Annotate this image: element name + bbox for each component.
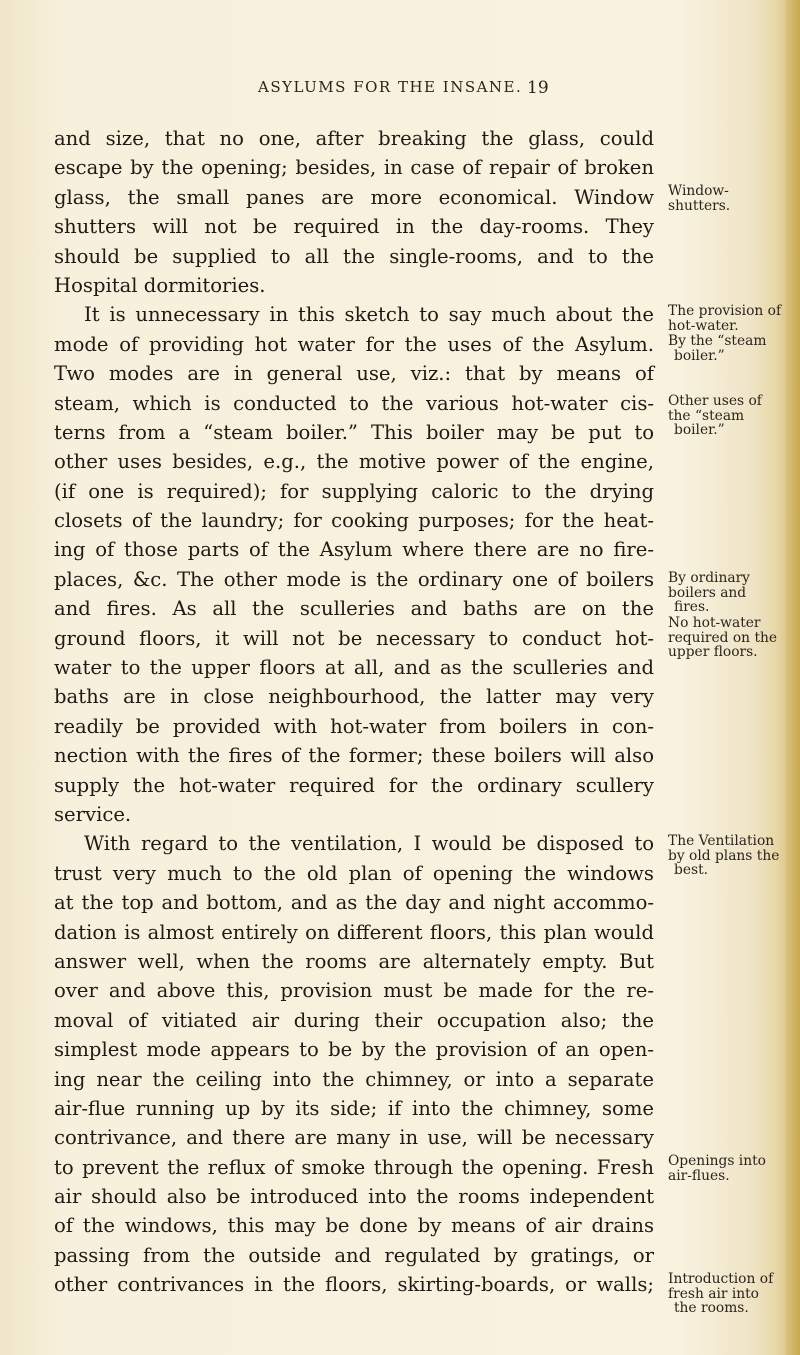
margin-note-line: upper floors. <box>668 644 758 661</box>
text-line: air-flue running up by its side; if into the chimney, some <box>54 1096 654 1120</box>
text-line: Hospital dormitories. <box>54 273 266 297</box>
margin-note-line: By the “steam <box>668 333 767 349</box>
text-line: over and above this, provision must be made for the re- <box>54 979 654 1003</box>
margin-note-hot-water <box>668 304 781 333</box>
text-line: terns from a “steam boiler.” This boiler may be put to <box>54 420 654 444</box>
margin-note-line: by old plans the <box>668 847 780 864</box>
text-line: trust very much to the old plan of opening the windows <box>54 861 654 885</box>
margin-note-line: The Ventilation <box>668 833 775 849</box>
text-line: steam, which is conducted to the various hot-water cis- <box>54 391 654 415</box>
text-line: shutters will not be required in the day-rooms. They <box>54 215 654 239</box>
text-line: and size, that no one, after breaking the glass, could <box>54 127 654 150</box>
page-edge <box>786 0 800 1355</box>
text-line: nection with the fires of the former; these boilers will also <box>54 744 654 768</box>
text-line: ing near the ceiling into the chimney, or into a separate <box>54 1067 654 1091</box>
text-line: should be supplied to all the single-rooms, and to the <box>54 244 654 268</box>
text-line: at the top and bottom, and as the day and night accommo- <box>54 891 654 915</box>
text-line: dation is almost entirely on different floors, this plan would <box>54 920 654 944</box>
margin-note-no-hot-water <box>668 616 777 660</box>
text-line: Two modes are in general use, viz.: that by means of <box>54 362 654 386</box>
text-line: escape by the opening; besides, in case of repair of broken <box>54 156 654 180</box>
text-line: glass, the small panes are more economical. Window <box>54 185 654 209</box>
text-line: other uses besides, e.g., the motive power of the engine, <box>54 450 654 474</box>
running-head: ASYLUMS FOR THE INSANE. <box>258 78 523 96</box>
text-line: to prevent the reflux of smoke through the opening. Fresh <box>54 1155 654 1179</box>
text-line: service. <box>54 802 132 826</box>
margin-note-line: The provision of <box>668 303 782 319</box>
text-line: of the windows, this may be done by means of air drains <box>54 1214 654 1238</box>
text-line: closets of the laundry; for cooking purposes; for the heat- <box>54 509 654 533</box>
margin-note-ventilation <box>668 834 779 878</box>
margin-note-line: boilers and <box>668 584 747 601</box>
margin-note-line: air-flues. <box>668 1167 730 1184</box>
margin-note-line: required on the <box>668 629 778 646</box>
text-line: passing from the outside and regulated by gratings, or <box>54 1243 654 1267</box>
text-line: simplest mode appears to be by the provision of an open- <box>54 1038 654 1062</box>
text-line: air should also be introduced into the rooms independent <box>54 1185 654 1209</box>
margin-note-line: fresh air into <box>668 1285 759 1302</box>
text-line: and fires. As all the sculleries and baths are on the <box>54 597 654 621</box>
margin-note-fresh-air <box>668 1272 773 1316</box>
margin-note-line: Window- <box>668 183 729 199</box>
text-line: baths are in close neighbourhood, the latter may very <box>54 685 654 709</box>
margin-note-ordinary-boilers <box>668 571 750 615</box>
text-line: ground floors, it will not be necessary to conduct hot- <box>54 626 654 650</box>
text-line: supply the hot-water required for the ordinary scullery <box>54 773 654 797</box>
margin-note-line: Openings into <box>668 1153 766 1169</box>
margin-note-line: the “steam <box>668 407 745 424</box>
text-line: moval of vitiated air during their occupation also; the <box>54 1008 654 1032</box>
margin-note-line: By ordinary <box>668 570 750 586</box>
margin-note-line: the rooms. <box>674 1300 749 1317</box>
margin-note-line: hot-water. <box>668 317 739 334</box>
margin-note-window-shutters <box>668 184 730 213</box>
margin-note-other-uses <box>668 394 762 438</box>
margin-note-line: fires. <box>674 599 710 616</box>
margin-note-line: boiler.” <box>674 347 725 364</box>
text-line: mode of providing hot water for the uses of the Asylum. <box>54 332 654 356</box>
text-line: places, &c. The other mode is the ordinary one of boilers <box>54 567 654 591</box>
margin-note-line: Other uses of <box>668 393 762 409</box>
margin-note-line: boiler.” <box>674 422 725 439</box>
margin-note-line: No hot-water <box>668 615 761 631</box>
text-line: water to the upper floors at all, and as the sculleries and <box>54 656 654 680</box>
margin-note-steam-boiler <box>668 334 766 363</box>
margin-note-line: shutters. <box>668 197 731 214</box>
margin-note-line: best. <box>674 862 709 879</box>
page-number: 19 <box>527 78 549 98</box>
text-line: With regard to the ventilation, I would be disposed to <box>84 832 654 856</box>
body-text <box>54 124 654 1300</box>
text-line: other contrivances in the floors, skirting-boards, or walls; <box>54 1273 654 1297</box>
page-header <box>0 78 800 108</box>
text-line: contrivance, and there are many in use, will be necessary <box>54 1126 654 1150</box>
text-line: (if one is required); for supplying caloric to the drying <box>54 479 654 503</box>
text-line: ing of those parts of the Asylum where there are no fire- <box>54 538 654 562</box>
margin-note-line: Introduction of <box>668 1271 774 1287</box>
text-line: readily be provided with hot-water from boilers in con- <box>54 714 654 738</box>
text-line: answer well, when the rooms are alternately empty. But <box>54 949 654 973</box>
margin-note-openings <box>668 1154 766 1183</box>
text-line: It is unnecessary in this sketch to say much about the <box>84 303 654 327</box>
